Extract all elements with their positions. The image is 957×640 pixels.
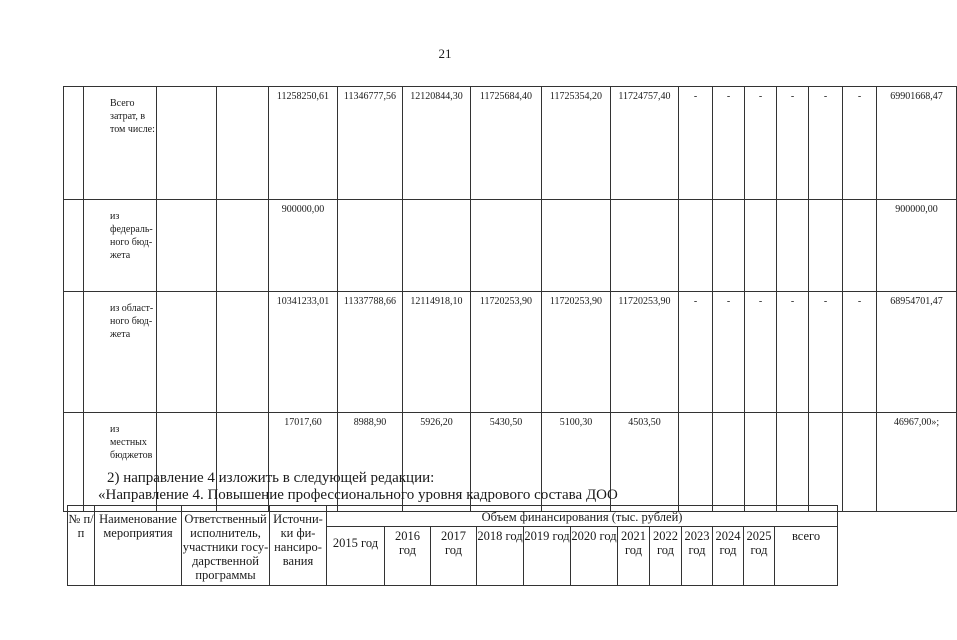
year-header: 2016 год [385,527,431,586]
value-cell [542,200,611,292]
dash-cell: - [809,87,843,200]
empty-cell [64,413,84,512]
row-label: из федераль-ного бюд-жета [84,200,157,292]
year-header: 2020 год [571,527,618,586]
dash-cell [843,413,877,512]
dash-cell: - [713,87,745,200]
direction-title: «Направление 4. Повышение профессионального уровня кадрового состава ДОО [98,487,618,503]
dash-cell [777,413,809,512]
total-cell: 69901668,47 [877,87,957,200]
dash-cell [679,413,713,512]
empty-cell [157,292,217,413]
dash-cell: - [745,292,777,413]
empty-cell [64,292,84,413]
value-cell: 11346777,56 [338,87,403,200]
value-cell: 4503,50 [611,413,679,512]
dash-cell: - [713,292,745,413]
empty-cell [157,87,217,200]
empty-cell [217,200,269,292]
year-header: 2025 год [744,527,775,586]
empty-cell [64,87,84,200]
total-cell: 46967,00»; [877,413,957,512]
dash-cell [777,200,809,292]
instruction-line: 2) направление 4 изложить в следующей редакции: [107,470,435,486]
value-cell: 11725354,20 [542,87,611,200]
dash-cell: - [843,292,877,413]
budget-row [64,87,957,200]
dash-cell [809,413,843,512]
value-cell [611,200,679,292]
value-cell: 5100,30 [542,413,611,512]
value-cell [403,200,471,292]
value-cell: 8988,90 [338,413,403,512]
dash-cell [713,413,745,512]
header-num: № п/п [68,506,95,586]
value-cell: 11720253,90 [471,292,542,413]
dash-cell: - [777,292,809,413]
year-header: 2017 год [431,527,477,586]
dash-cell [745,200,777,292]
budget-row [64,200,957,292]
dash-cell [843,200,877,292]
program-header-table [67,505,838,586]
value-cell [338,200,403,292]
total-cell: 900000,00 [877,200,957,292]
value-cell: 5430,50 [471,413,542,512]
year-header: 2015 год [327,527,385,586]
value-cell: 11337788,66 [338,292,403,413]
dash-cell [809,200,843,292]
value-cell: 11720253,90 [542,292,611,413]
value-cell: 5926,20 [403,413,471,512]
header-name: Наименование мероприятия [95,506,182,586]
header-financing: Объем финансирования (тыс. рублей) [327,506,838,527]
total-cell: 68954701,47 [877,292,957,413]
year-header: 2024 год [713,527,744,586]
year-header: 2022 год [650,527,682,586]
header-sources: Источни-ки фи-нансиро-вания [270,506,327,586]
year-header: 2018 год [477,527,524,586]
budget-row [64,292,957,413]
row-label: Всего затрат, в том числе: [84,87,157,200]
row-label: из местных бюджетов [84,413,157,512]
dash-cell: - [809,292,843,413]
value-cell: 11724757,40 [611,87,679,200]
value-cell: 900000,00 [269,200,338,292]
header-responsible: Ответственный исполнитель, участники госу-дарственной программы [182,506,270,586]
empty-cell [217,292,269,413]
empty-cell [64,200,84,292]
dash-cell [679,200,713,292]
value-cell: 11725684,40 [471,87,542,200]
empty-cell [157,200,217,292]
year-header: 2023 год [682,527,713,586]
dash-cell: - [679,87,713,200]
budget-table [63,86,957,512]
value-cell [471,200,542,292]
dash-cell: - [745,87,777,200]
value-cell: 11258250,61 [269,87,338,200]
dash-cell: - [777,87,809,200]
dash-cell [745,413,777,512]
value-cell: 10341233,01 [269,292,338,413]
total-header: всего [775,527,838,586]
empty-cell [217,87,269,200]
dash-cell: - [679,292,713,413]
dash-cell [713,200,745,292]
year-header: 2019 год [524,527,571,586]
row-label: из област-ного бюд-жета [84,292,157,413]
year-header: 2021 год [618,527,650,586]
value-cell: 11720253,90 [611,292,679,413]
value-cell: 12120844,30 [403,87,471,200]
dash-cell: - [843,87,877,200]
value-cell: 12114918,10 [403,292,471,413]
page-number: 21 [438,46,452,61]
value-cell: 17017,60 [269,413,338,512]
